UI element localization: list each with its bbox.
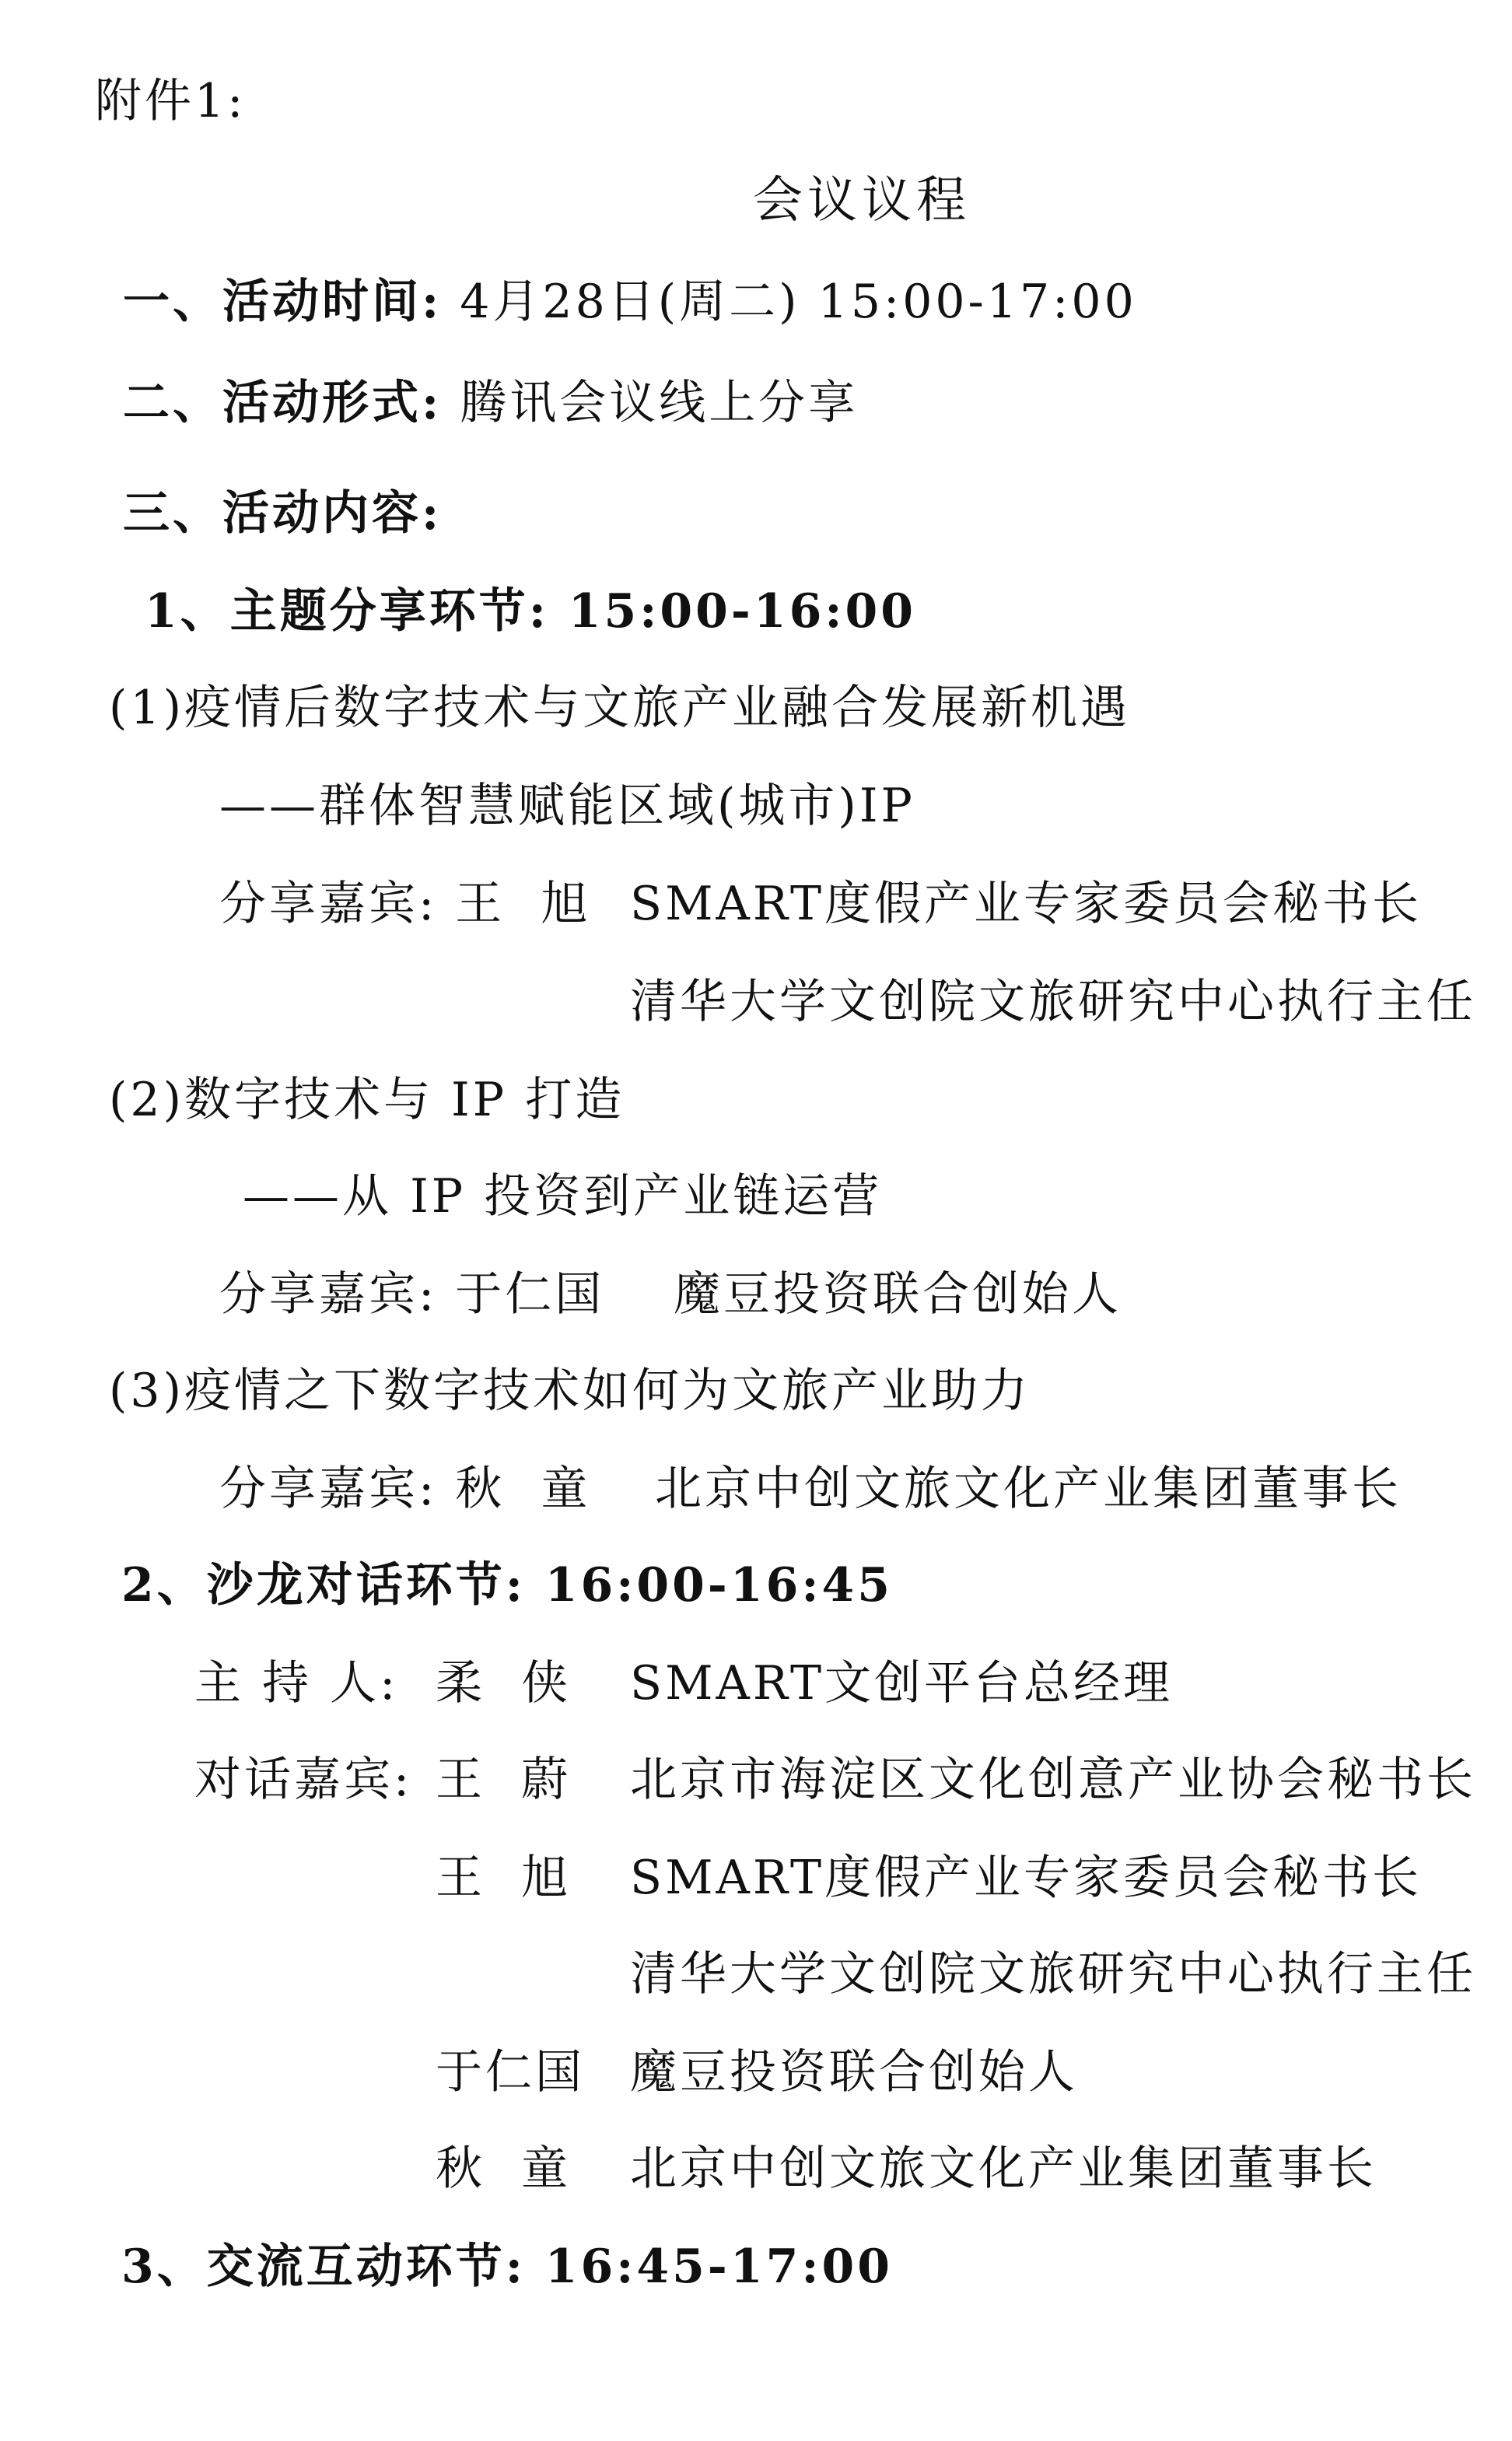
dialog-guest-name: 于仁国 xyxy=(436,2045,585,2100)
dialog-guest-name: 王 旭 xyxy=(436,1851,572,1905)
section-content-label: 三、活动内容: xyxy=(123,486,443,541)
talk1-subtitle: ——群体智慧赋能区域(城市)IP xyxy=(219,779,915,833)
section-format xyxy=(123,376,859,430)
dialog-guest-role: SMART度假产业专家委员会秘书长 xyxy=(630,1851,1423,1905)
talk2-title: (2)数字技术与 IP 打造 xyxy=(109,1073,625,1127)
dialog-guest-name: 王 蔚 xyxy=(436,1753,572,1807)
talk2-guest xyxy=(219,1267,605,1322)
part1-heading: 1、主题分享环节: 15:00-16:00 xyxy=(145,584,916,639)
host-name: 柔 侠 xyxy=(436,1656,572,1711)
attachment-label: 附件1: xyxy=(95,74,247,128)
page-title: 会议议程 xyxy=(753,172,971,229)
talk2-subtitle: ——从 IP 投资到产业链运营 xyxy=(243,1169,883,1224)
talk3-guest-role: 北京中创文旅文化产业集团董事长 xyxy=(655,1462,1402,1516)
talk2-guest-label: 分享嘉宾: xyxy=(219,1267,438,1322)
talk1-guest-name: 王 旭 xyxy=(455,877,591,931)
dialog-guest-role: 北京市海淀区文化创意产业协会秘书长 xyxy=(630,1753,1476,1807)
dialog-guest-role: 魔豆投资联合创始人 xyxy=(630,2045,1078,2100)
talk1-title: (1)疫情后数字技术与文旅产业融合发展新机遇 xyxy=(109,681,1130,735)
dialog-guest-role: 北京中创文旅文化产业集团董事长 xyxy=(630,2142,1377,2196)
host-role: SMART文创平台总经理 xyxy=(630,1656,1174,1711)
talk1-guest-role2: 清华大学文创院文旅研究中心执行主任 xyxy=(630,975,1476,1029)
talk1-guest-label: 分享嘉宾: xyxy=(219,877,438,931)
host-label: 主 持 人: xyxy=(194,1656,399,1711)
section-format-label: 二、活动形式: xyxy=(123,376,443,430)
dialog-label: 对话嘉宾: xyxy=(194,1753,413,1807)
dialog-guest-role: 清华大学文创院文旅研究中心执行主任 xyxy=(630,1947,1476,2001)
talk2-guest-name: 于仁国 xyxy=(455,1267,605,1322)
section-time-value: 4月28日(周二) 15:00-17:00 xyxy=(460,275,1137,329)
talk1-guest xyxy=(219,877,591,931)
talk1-guest-role1: SMART度假产业专家委员会秘书长 xyxy=(630,877,1423,931)
part3-heading: 3、交流互动环节: 16:45-17:00 xyxy=(121,2240,893,2294)
talk3-title: (3)疫情之下数字技术如何为文旅产业助力 xyxy=(109,1364,1031,1418)
talk3-guest-name: 秋 童 xyxy=(455,1462,591,1516)
talk2-guest-role: 魔豆投资联合创始人 xyxy=(674,1267,1122,1322)
section-time xyxy=(123,275,1137,329)
section-format-value: 腾讯会议线上分享 xyxy=(460,376,859,430)
dialog-guest-name: 秋 童 xyxy=(436,2142,572,2196)
section-time-label: 一、活动时间: xyxy=(123,275,443,329)
talk3-guest xyxy=(219,1462,591,1516)
part2-heading: 2、沙龙对话环节: 16:00-16:45 xyxy=(121,1558,893,1613)
talk3-guest-label: 分享嘉宾: xyxy=(219,1462,438,1516)
